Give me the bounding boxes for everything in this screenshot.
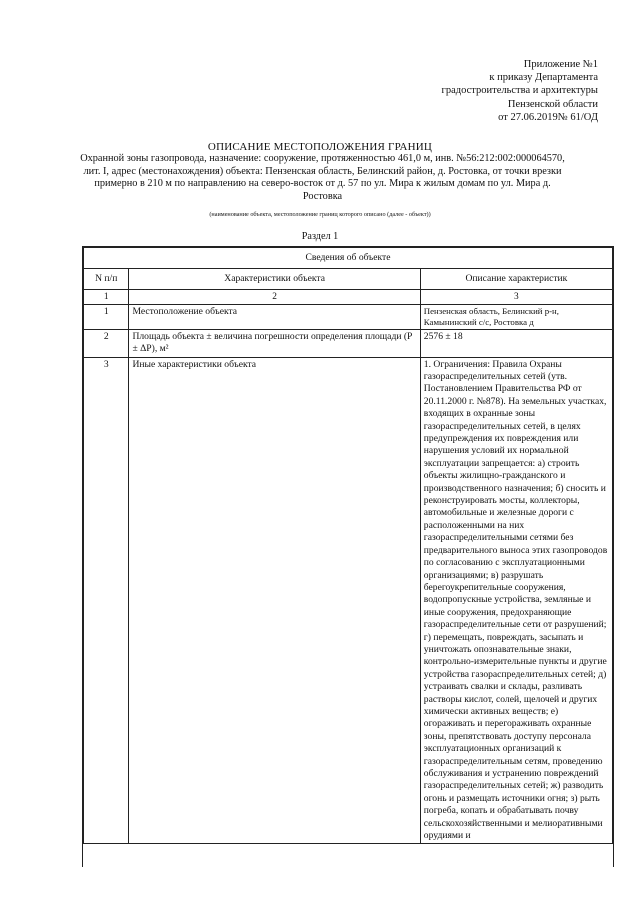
table-row	[84, 305, 613, 330]
object-description: Охранной зоны газопровода, назначение: сооружение, протяженностью 461,0 м, инв. №56:212:002:000064570, лит. I, адрес (местонахождения) объекта: Пензенская область, Белинский район, д. Ростовка, от точки врезки примерно в 210 м по направлению на северо-восток от д. 57 по ул. Мира к жилым домам по ул. Мира д. Ростовка	[80, 153, 565, 202]
table-header: Сведения об объекте	[84, 248, 613, 269]
column-header: Описание характеристик	[420, 269, 612, 290]
row-value: 1. Ограничения: Правила Охраны газораспределительных сетей (утв. Постановлением Правительства РФ от 20.11.2000 г. №878). На земельных участках, входящих в охранные зоны газораспределительных сетей, в целях предупреждения их повреждения или нарушения условий их нормальной эксплуатации запрещается: а) строить объекты жилищно-гражданского и производственного назначения; б) сносить и реконструировать мосты, коллекторы, автомобильные и железные дороги с расположенными на них газораспределительными сетями без предварительного выноса этих газопроводов по согласованию с эксплуатационными организациями; в) разрушать берегоукрепительные сооружения, водопропускные устройства, земляные и иные сооружения, предохраняющие газораспределительные сети от разрушений; г) перемещать, повреждать, засыпать и уничтожать опознавательные знаки, контрольно-измерительные пункты и другие устройства газораспределительных сетей; д) устраивать свалки и склады, разливать растворы кислот, солей, щелочей и других химически активных веществ; е) огораживать и перегораживать охранные зоны, препятствовать доступу персонала эксплуатационных организаций к газораспределительным сетям, проведению обслуживания и устранению повреждений газораспределительных сетей; ж) разводить огонь и размещать источники огня; з) рыть погреба, копать и обрабатывать почву сельскохозяйственными и мелиоративными орудиями и	[420, 357, 612, 844]
appendix-line: Пензенской области	[507, 98, 598, 110]
row-number: 3	[84, 357, 129, 844]
row-value: Пензенская область, Белинский р-н, Камынинский с/с, Ростовка д	[420, 305, 612, 330]
table-column-numbers-row	[84, 290, 613, 305]
row-characteristic: Иные характеристики объекта	[129, 357, 420, 844]
table-row	[84, 357, 613, 844]
table-row	[84, 330, 613, 357]
table-header-row	[84, 248, 613, 269]
appendix-block	[368, 58, 598, 124]
section-heading: Раздел 1	[301, 231, 339, 242]
column-header: N п/п	[84, 269, 129, 290]
row-number: 1	[84, 305, 129, 330]
appendix-line: к приказу Департамента	[489, 72, 598, 84]
row-characteristic: Площадь объекта ± величина погрешности определения площади (Р ± ΔР), м²	[129, 330, 420, 357]
appendix-line: Приложение №1	[523, 59, 598, 70]
row-value: 2576 ± 18	[420, 330, 612, 357]
column-number: 2	[129, 290, 420, 305]
document-title: ОПИСАНИЕ МЕСТОПОЛОЖЕНИЯ ГРАНИЦ	[207, 141, 433, 153]
table-columns-row	[84, 269, 613, 290]
info-table-frame	[82, 246, 614, 867]
column-header: Характеристики объекта	[129, 269, 420, 290]
column-number: 1	[84, 290, 129, 305]
appendix-line: градостроительства и архитектуры	[441, 85, 598, 97]
description-caption: (наименование объекта, местоположение границ которого описано (далее - объект))	[209, 211, 431, 218]
object-info-table	[83, 247, 613, 844]
column-number: 3	[420, 290, 612, 305]
row-characteristic: Местоположение объекта	[129, 305, 420, 330]
row-number: 2	[84, 330, 129, 357]
appendix-line: от 27.06.2019№ 61/ОД	[498, 111, 598, 123]
